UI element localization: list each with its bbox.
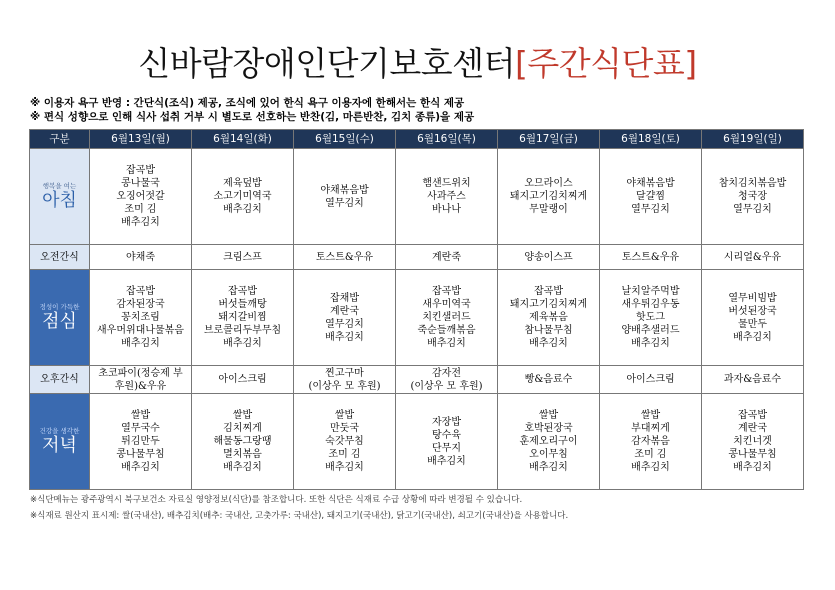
menu-item: 새우튀김우동 — [621, 299, 680, 310]
menu-item: 아이스크림 — [218, 374, 267, 385]
menu-item: 제육볶음 — [529, 312, 568, 323]
menu-item: 꽁치조림 — [121, 312, 160, 323]
menu-item: 계란국 — [330, 305, 359, 317]
menu-item: 호박된장국 — [524, 423, 573, 434]
menu-item: 감자된장국 — [116, 299, 165, 310]
notes — [30, 96, 810, 124]
menu-item: 날치알주먹밥 — [621, 286, 680, 297]
menu-item: 튀김만두 — [121, 436, 160, 447]
menu-item: 참치김치볶음밥 — [718, 178, 787, 189]
snack-cell — [396, 366, 498, 394]
snack-cell — [498, 366, 600, 394]
menu-item: 돼지고기김치찌게 — [509, 191, 588, 202]
menu-item: 핫도그 — [636, 312, 665, 323]
label-subtext: 행복을 여는 — [42, 181, 77, 190]
menu-cell — [294, 149, 396, 245]
footer-line: ※식단메뉴는 광주광역시 북구보건소 자료실 영양정보(식단)를 참조합니다. 또한 식단은 식재료 수급 상황에 따라 변경될 수 있습니다. — [30, 495, 523, 505]
label-subtext: 정성이 가득한 — [39, 302, 80, 311]
menu-item: 배추김치 — [631, 462, 670, 473]
menu-item: 양배추샐러드 — [621, 325, 680, 336]
snack-cell: 토스트&우유 — [294, 245, 396, 270]
menu-item: 잡곡밥 — [432, 286, 461, 297]
menu-cell — [396, 149, 498, 245]
menu-item: 오므라이스 — [524, 178, 573, 189]
menu-item: 배추김치 — [427, 338, 466, 349]
menu-item: 감자전 — [432, 367, 461, 379]
center-name: 신바람장애인단기보호센터 — [138, 44, 515, 83]
menu-item: 쌀밥 — [130, 410, 151, 421]
menu-item: 해물동그랑땡 — [213, 436, 272, 447]
label-main: 점심 — [42, 310, 77, 332]
menu-item: 콩나물무침 — [116, 449, 165, 460]
snack-cell: 계란죽 — [396, 245, 498, 270]
menu-item: 조미 김 — [328, 449, 361, 460]
menu-cell — [600, 394, 702, 490]
snack-cell — [702, 366, 804, 394]
note-line: ※ 편식 성향으로 인해 식사 섭취 거부 시 별도로 선호하는 반찬(김, 마른반찬, 김치 종류)을 제공 — [30, 111, 475, 123]
menu-item: 청국장 — [738, 191, 767, 202]
menu-item: 잡곡밥 — [126, 165, 155, 176]
menu-item: 쌀밥 — [538, 410, 559, 421]
menu-item: 콩나물무침 — [728, 449, 777, 460]
menu-cell — [90, 149, 192, 245]
menu-item: 열무비빔밥 — [728, 292, 777, 304]
menu-item: 달걀찜 — [636, 191, 665, 202]
day-header: 6월17일(금) — [498, 130, 600, 149]
menu-item: 버섯된장국 — [728, 305, 777, 317]
menu-item: 배추김치 — [733, 331, 772, 343]
breakfast-row — [30, 149, 804, 245]
afternoon-snack-row — [30, 366, 804, 394]
snack-cell — [600, 366, 702, 394]
menu-item: 잡채밥 — [330, 292, 359, 304]
menu-item: 쌀밥 — [232, 410, 253, 421]
menu-item: 단무지 — [432, 442, 461, 454]
menu-cell — [600, 270, 702, 366]
menu-item: 새우머위대나물볶음 — [97, 325, 184, 336]
menu-item: 계란국 — [738, 423, 767, 434]
menu-cell — [600, 149, 702, 245]
menu-item: 야채볶음밥 — [626, 178, 675, 189]
snack-cell: 크림스프 — [192, 245, 294, 270]
menu-cell — [90, 394, 192, 490]
footer-line: ※식재료 원산지 표시제: 쌀(국내산), 배추김치(배추: 국내산, 고춧가루: 국내산), 돼지고기(국내산), 닭고기(국내산), 쇠고기(국내산)을 사용합니다. — [30, 511, 569, 521]
day-header: 6월15일(수) — [294, 130, 396, 149]
menu-item: 배추김치 — [121, 217, 160, 228]
menu-item: 후원)&우유 — [114, 380, 167, 392]
menu-item: 배추김치 — [223, 338, 262, 349]
label-main: 아침 — [42, 189, 77, 211]
menu-item: 잡곡밥 — [738, 410, 767, 421]
morning-snack-label: 오전간식 — [30, 245, 90, 270]
breakfast-label — [30, 149, 90, 245]
title-subtitle: [주간식단표] — [514, 44, 697, 83]
menu-item: 열무국수 — [121, 423, 160, 434]
menu-item: 배추김치 — [529, 462, 568, 473]
menu-item: (이상우 모 후원) — [410, 380, 483, 392]
menu-item: 열무김치 — [325, 318, 364, 330]
menu-item: 돼지갈비찜 — [218, 312, 267, 323]
snack-cell — [90, 366, 192, 394]
menu-item: 멸치볶음 — [223, 449, 262, 460]
snack-cell: 토스트&우유 — [600, 245, 702, 270]
menu-item: 잡곡밥 — [534, 286, 563, 297]
menu-item: 열무김치 — [631, 204, 670, 215]
day-header: 6월13일(월) — [90, 130, 192, 149]
menu-item: 잡곡밥 — [228, 286, 257, 297]
menu-item: 치킨너겟 — [733, 436, 772, 447]
menu-item: 브로콜리두부무침 — [203, 325, 282, 336]
menu-cell — [396, 394, 498, 490]
menu-item: 햄샌드위치 — [422, 178, 471, 189]
day-header: 6월19일(일) — [702, 130, 804, 149]
menu-item: 김치찌게 — [223, 423, 262, 434]
dinner-row — [30, 394, 804, 490]
menu-item: 만둣국 — [330, 423, 359, 434]
menu-item: 배추김치 — [325, 331, 364, 343]
menu-item: 배추김치 — [325, 462, 364, 473]
dinner-label — [30, 394, 90, 490]
menu-item: 아이스크림 — [626, 374, 675, 385]
menu-item: 사과주스 — [427, 191, 466, 202]
day-header: 6월14일(화) — [192, 130, 294, 149]
menu-cell — [90, 270, 192, 366]
menu-item: 감자볶음 — [631, 436, 670, 447]
menu-item: 숙갓무침 — [325, 436, 364, 447]
menu-item: 오징어젓갈 — [116, 191, 165, 202]
menu-cell — [192, 270, 294, 366]
day-header: 6월18일(토) — [600, 130, 702, 149]
menu-item: 배추김치 — [529, 338, 568, 349]
snack-cell: 시리얼&우유 — [702, 245, 804, 270]
menu-item: 열무김치 — [325, 197, 364, 209]
menu-item: 새우미역국 — [422, 299, 471, 310]
menu-item: 탕수육 — [432, 429, 461, 441]
lunch-label — [30, 270, 90, 366]
menu-item: 쌀밥 — [334, 410, 355, 421]
menu-item: 찐고구마 — [325, 367, 364, 379]
menu-item: 콩나물국 — [121, 178, 160, 189]
menu-cell — [396, 270, 498, 366]
menu-cell — [702, 394, 804, 490]
menu-cell — [192, 149, 294, 245]
menu-item: 자장밥 — [432, 416, 461, 428]
menu-item: 배추김치 — [121, 338, 160, 349]
menu-item: 물만두 — [738, 318, 767, 330]
menu-cell — [294, 394, 396, 490]
menu-item: 무말랭이 — [529, 204, 568, 215]
menu-item: 과자&음료수 — [723, 374, 782, 385]
label-main: 저녁 — [42, 434, 77, 456]
header-label: 구분 — [30, 130, 90, 149]
menu-cell — [498, 149, 600, 245]
menu-item: 부대찌게 — [631, 423, 670, 434]
label-subtext: 건강을 생각한 — [39, 426, 80, 435]
menu-item: 죽순들깨볶음 — [417, 325, 476, 336]
menu-cell — [702, 270, 804, 366]
menu-item: 조미 김 — [634, 449, 667, 460]
snack-cell: 양송이스프 — [498, 245, 600, 270]
menu-item: 야채볶음밥 — [320, 184, 369, 196]
menu-item: 치킨샐러드 — [422, 312, 471, 323]
snack-cell — [294, 366, 396, 394]
morning-snack-row — [30, 245, 804, 270]
menu-item: 열무김치 — [733, 204, 772, 215]
menu-item: 참나물무침 — [524, 325, 573, 336]
menu-cell — [498, 270, 600, 366]
menu-item: 소고기미역국 — [213, 191, 272, 202]
menu-item: 배추김치 — [121, 462, 160, 473]
menu-item: 버섯들깨탕 — [218, 299, 267, 310]
menu-cell — [294, 270, 396, 366]
weekly-menu-table — [29, 129, 804, 490]
page-title — [0, 42, 835, 86]
menu-item: 바나나 — [432, 204, 461, 215]
menu-item: 오이무침 — [529, 449, 568, 460]
menu-item: 배추김치 — [733, 462, 772, 473]
menu-cell — [192, 394, 294, 490]
menu-item: 초코파이(정승제 부 — [98, 367, 183, 379]
menu-item: 쌀밥 — [640, 410, 661, 421]
menu-item: 제육덮밥 — [223, 178, 262, 189]
day-header: 6월16일(목) — [396, 130, 498, 149]
header-row — [30, 130, 804, 149]
note-line: ※ 이용자 욕구 반영 : 간단식(조식) 제공, 조식에 있어 한식 욕구 이용자에 한해서는 한식 제공 — [30, 97, 465, 109]
lunch-row — [30, 270, 804, 366]
menu-item: 잡곡밥 — [126, 286, 155, 297]
menu-item: 배추김치 — [223, 462, 262, 473]
menu-cell — [498, 394, 600, 490]
menu-item: 배추김치 — [223, 204, 262, 215]
menu-item: (이상우 모 후원) — [308, 380, 381, 392]
menu-item: 조미 김 — [124, 204, 157, 215]
menu-item: 배추김치 — [631, 338, 670, 349]
menu-item: 훈제오리구이 — [519, 436, 578, 447]
menu-item: 빵&음료수 — [524, 374, 573, 385]
menu-cell — [702, 149, 804, 245]
menu-item: 배추김치 — [427, 455, 466, 467]
footer-notes — [30, 492, 820, 524]
snack-cell: 야채죽 — [90, 245, 192, 270]
snack-cell — [192, 366, 294, 394]
menu-item: 돼지고기김치찌게 — [509, 299, 588, 310]
afternoon-snack-label: 오후간식 — [30, 366, 90, 394]
